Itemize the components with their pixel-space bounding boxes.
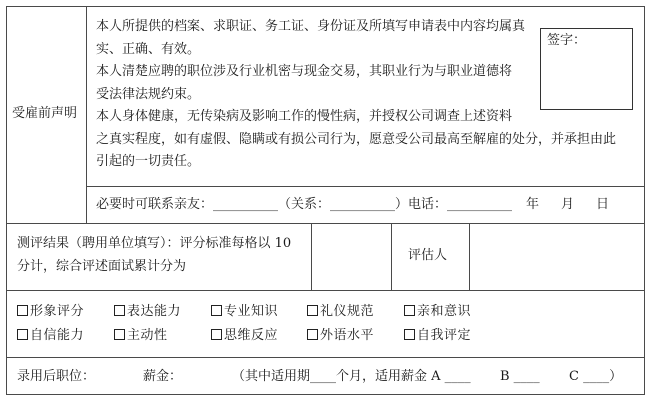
- checkbox[interactable]: [404, 329, 415, 340]
- declaration-line: 引起的一切责任。: [96, 154, 201, 169]
- rule-declaration-bottom: [6, 223, 645, 224]
- signature-box[interactable]: [540, 28, 633, 110]
- criteria-option[interactable]: [211, 326, 278, 346]
- criteria-label: 外语水平: [320, 328, 375, 343]
- criteria-option[interactable]: [211, 302, 278, 322]
- evaluation-result-line1: 测评结果（聘用单位填写）：评分标准每格以 10: [17, 236, 292, 251]
- rule-eval-col1: [311, 223, 312, 290]
- checkbox[interactable]: [17, 329, 28, 340]
- criteria-label: 专业知识: [224, 304, 279, 319]
- criteria-option[interactable]: [17, 302, 84, 322]
- date-day-label: 日: [596, 197, 610, 212]
- rule-contact-top: [86, 186, 645, 187]
- checkbox[interactable]: [114, 305, 125, 316]
- date-month-label: 月: [561, 197, 575, 212]
- criteria-option[interactable]: [404, 302, 471, 322]
- criteria-label: 思维反应: [224, 328, 279, 343]
- checkbox[interactable]: [211, 305, 222, 316]
- checkbox[interactable]: [404, 305, 415, 316]
- rule-evaluation-bottom: [6, 290, 645, 291]
- criteria-label: 礼仪规范: [320, 304, 375, 319]
- criteria-label: 主动性: [127, 328, 168, 343]
- criteria-label: 形象评分: [30, 304, 85, 319]
- declaration-line: 受法律法规约束。: [96, 86, 201, 102]
- criteria-label: 自我评定: [417, 328, 472, 343]
- criteria-label: 自信能力: [30, 328, 85, 343]
- declaration-line: 本人清楚应聘的职位涉及行业机密与现金交易，其职业行为与职业道德将: [96, 64, 513, 79]
- section-label-declaration: 受雇前声明: [12, 106, 78, 121]
- checkbox[interactable]: [114, 329, 125, 340]
- declaration-text: [96, 16, 616, 174]
- criteria-option[interactable]: [114, 302, 181, 322]
- contact-line[interactable]: 必要时可联系亲友：__________（关系：__________）电话：__________: [96, 197, 513, 212]
- declaration-line: 本人所提供的档案、求职证、务工证、身份证及所填写申请表中内容均属真: [96, 19, 526, 34]
- criteria-label: 亲和意识: [417, 304, 472, 319]
- checkbox[interactable]: [307, 305, 318, 316]
- evaluation-result-line2: 分计，综合评述面试累计分为: [17, 259, 187, 274]
- salary-label: 薪金：: [143, 369, 183, 384]
- criteria-option[interactable]: [404, 326, 471, 346]
- rule-eval-col2: [391, 223, 392, 290]
- rule-label-column: [86, 6, 87, 223]
- checkbox[interactable]: [211, 329, 222, 340]
- rule-eval-col3: [469, 223, 470, 290]
- signature-label: 签字：: [547, 33, 587, 48]
- salary-grade-b[interactable]: B ____: [500, 369, 540, 384]
- declaration-line: 实、正确、有效。: [96, 41, 201, 57]
- criteria-label: 表达能力: [127, 304, 182, 319]
- criteria-option[interactable]: [307, 326, 374, 346]
- criteria-option[interactable]: [307, 302, 374, 322]
- position-label: 录用后职位：: [17, 369, 96, 384]
- salary-grade-c[interactable]: C ____）: [569, 369, 623, 384]
- probation-text[interactable]: （其中适用期____个月，适用薪金 A ____: [232, 369, 471, 384]
- rule-criteria-bottom: [6, 357, 645, 358]
- declaration-line: 本人身体健康，无传染病及影响工作的慢性病，并授权公司调查上述资料: [96, 109, 513, 124]
- criteria-option[interactable]: [17, 326, 84, 346]
- date-year-label: 年: [526, 197, 540, 212]
- assessor-label: 评估人: [408, 248, 448, 263]
- checkbox[interactable]: [307, 329, 318, 340]
- declaration-line: 之真实程度，如有虚假、隐瞒或有损公司行为，愿意受公司最高至解雇的处分，并承担由此: [96, 131, 617, 147]
- criteria-option[interactable]: [114, 326, 168, 346]
- checkbox[interactable]: [17, 305, 28, 316]
